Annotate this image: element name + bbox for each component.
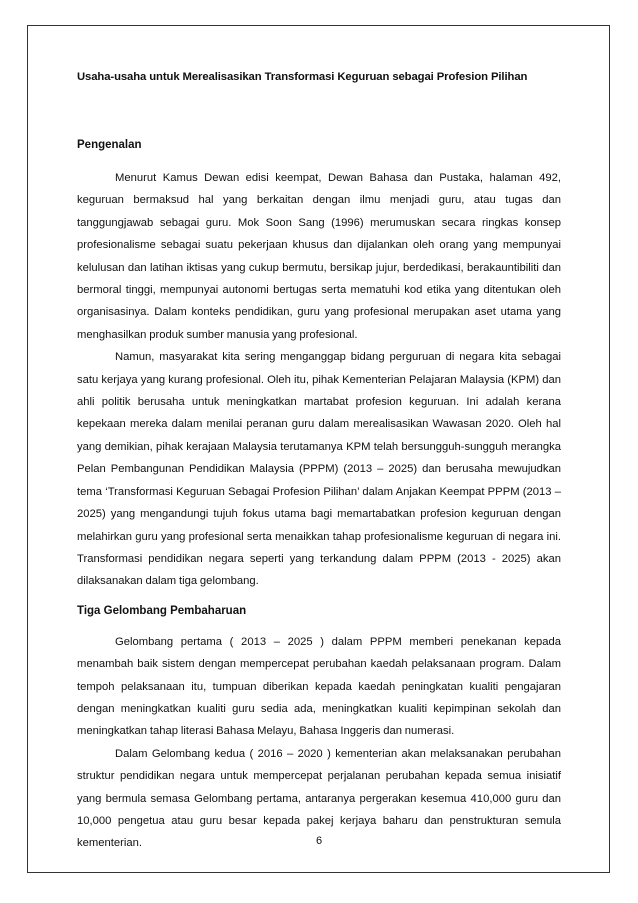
section-heading-pengenalan: Pengenalan [77,139,142,151]
document-title: Usaha-usaha untuk Merealisasikan Transformasi Keguruan sebagai Profesion Pilihan [77,71,528,83]
page-number: 6 [315,835,323,847]
paragraph: Gelombang pertama ( 2013 – 2025 ) dalam PPPM memberi penekanan kepada menambah baik sistem dengan mempercepat perubahan kaedah pelaksanaan program. Dalam tempoh pelaksanaan itu, tumpuan diberikan kepada kaedah peningkatan kualiti pengajaran dengan meningkatkan kualiti guru sedia ada, meningkatkan kualiti kepimpinan sekolah dan meningkatkan tahap literasi Bahasa Melayu, Bahasa Inggeris dan numerasi. [77,635,561,738]
section-heading-tiga-gelombang: Tiga Gelombang Pembaharuan [77,604,247,617]
document-body [77,69,561,855]
paragraph: Namun, masyarakat kita sering menganggap bidang perguruan di negara kita sebagai satu kerjaya yang kurang profesional. Oleh itu, pihak Kementerian Pelajaran Malaysia (KPM) dan ahli politik berusaha untuk meningkatkan martabat profesion keguruan. Ini adalah kerana kepekaan mereka dalam menilai peranan guru dalam merealisasikan Wawasan 2020. Oleh hal yang demikian, pihak kerajaan Malaysia terutamanya KPM telah bersungguh-sungguh merangka Pelan Pembangunan Pendidikan Malaysia (PPPM) (2013 – 2025) dan berusaha mewujudkan tema ‘Transformasi Keguruan Sebagai Profesion Pilihan’ dalam Anjakan Keempat PPPM (2013 – 2025) yang mengandungi tujuh fokus utama bagi memartabatkan profesion keguruan dengan melahirkan guru yang profesional serta menaikkan tahap profesionalisme keguruan di negara ini. Transformasi pendidikan negara seperti yang terkandung dalam PPPM (2013 - 2025) akan dilaksanakan dalam tiga gelombang. [77,351,561,588]
paragraph: Dalam Gelombang kedua ( 2016 – 2020 ) kementerian akan melaksanakan perubahan struktur pendidikan negara untuk mempercepat perjalanan perubahan kepada semua inisiatif yang bermula semasa Gelombang pertama, antaranya pergerakan kesemua 410,000 guru dan 10,000 pengetua atau guru besar kepada pakej kerjaya baharu dan penstrukturan semula kementerian. [77,747,561,850]
paragraph: Menurut Kamus Dewan edisi keempat, Dewan Bahasa dan Pustaka, halaman 492, keguruan bermaksud hal yang berkaitan dengan ilmu menjadi guru, atau tugas dan tanggungjawab sebagai guru. Mok Soon Sang (1996) merumuskan secara ringkas konsep profesionalisme sebagai suatu pekerjaan khusus dan dijalankan oleh orang yang mempunyai kelulusan dan latihan iktisas yang cukup bermutu, bersikap jujur, berdedikasi, berakauntibiliti dan bermoral tinggi, mempunyai autonomi bertugas serta mematuhi kod etika yang ditentukan oleh organisasinya. Dalam konteks pendidikan, guru yang profesional merupakan aset utama yang menghasilkan produk sumber manusia yang profesional. [77,172,561,341]
section-tiga-gelombang [77,631,561,855]
section-pengenalan [77,167,561,593]
